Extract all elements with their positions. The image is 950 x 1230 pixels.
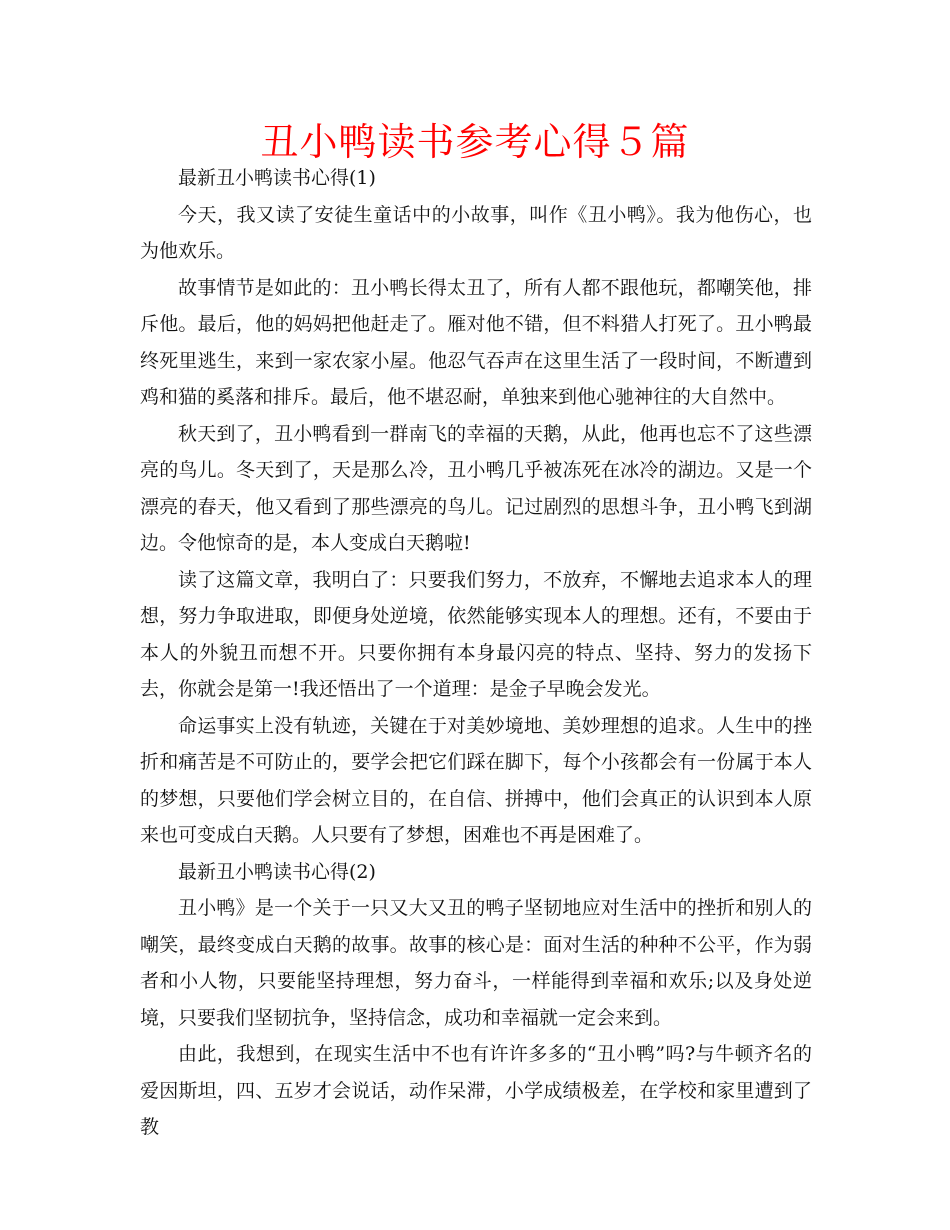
paragraph: 读了这篇文章，我明白了：只要我们努力，不放弃，不懈地去追求本人的理想，努力争取进取，即便身处逆境，依然能够实现本人的理想。还有，不要由于本人的外貌丑而想不开。只要你拥有本身最闪亮的特点、坚持、努力的发扬下去，你就会是第一!我还悟出了一个道理：是金子早晚会发光。 <box>140 568 812 700</box>
paragraph: 故事情节是如此的：丑小鸭长得太丑了，所有人都不跟他玩，都嘲笑他，排斥他。最后，他的妈妈把他赶走了。雁对他不错，但不料猎人打死了。丑小鸭最终死里逃生，来到一家农家小屋。他忍气吞声在这里生活了一段时间，不断遭到鸡和猫的奚落和排斥。最后，他不堪忍耐，单独来到他心驰神往的大自然中。 <box>140 276 812 408</box>
section-heading-2: 最新丑小鸭读书心得(2) <box>178 860 376 883</box>
document-body <box>140 160 812 1146</box>
paragraph: 丑小鸭》是一个关于一只又大又丑的鸭子坚韧地应对生活中的挫折和别人的嘲笑，最终变成白天鹅的故事。故事的核心是：面对生活的种种不公平，作为弱者和小人物，只要能坚持理想，努力奋斗，一样能得到幸福和欢乐;以及身处逆境，只要我们坚韧抗争，坚持信念，成功和幸福就一定会来到。 <box>140 897 812 1029</box>
paragraph: 秋天到了，丑小鸭看到一群南飞的幸福的天鹅，从此，他再也忘不了这些漂亮的鸟儿。冬天到了，天是那么冷，丑小鸭几乎被冻死在冰冷的湖边。又是一个漂亮的春天，他又看到了那些漂亮的鸟儿。记过剧烈的思想斗争，丑小鸭飞到湖边。令他惊奇的是，本人变成白天鹅啦! <box>140 422 812 554</box>
paragraph: 由此，我想到，在现实生活中不也有许许多多的“丑小鸭”吗?与牛顿齐名的爱因斯坦，四、五岁才会说话，动作呆滞，小学成绩极差，在学校和家里遭到了教 <box>140 1043 812 1138</box>
paragraph: 今天，我又读了安徒生童话中的小故事，叫作《丑小鸭》。我为他伤心，也为他欢乐。 <box>140 203 812 262</box>
paragraph: 命运事实上没有轨迹，关键在于对美妙境地、美妙理想的追求。人生中的挫折和痛苦是不可防止的，要学会把它们踩在脚下，每个小孩都会有一份属于本人的梦想，只要他们学会树立目的，在自信、拼搏中，他们会真正的认识到本人原来也可变成白天鹅。人只要有了梦想，困难也不再是困难了。 <box>140 714 812 846</box>
document-title: 丑小鸭读书参考心得５篇 <box>260 120 690 164</box>
section-heading-1: 最新丑小鸭读书心得(1) <box>178 167 376 189</box>
